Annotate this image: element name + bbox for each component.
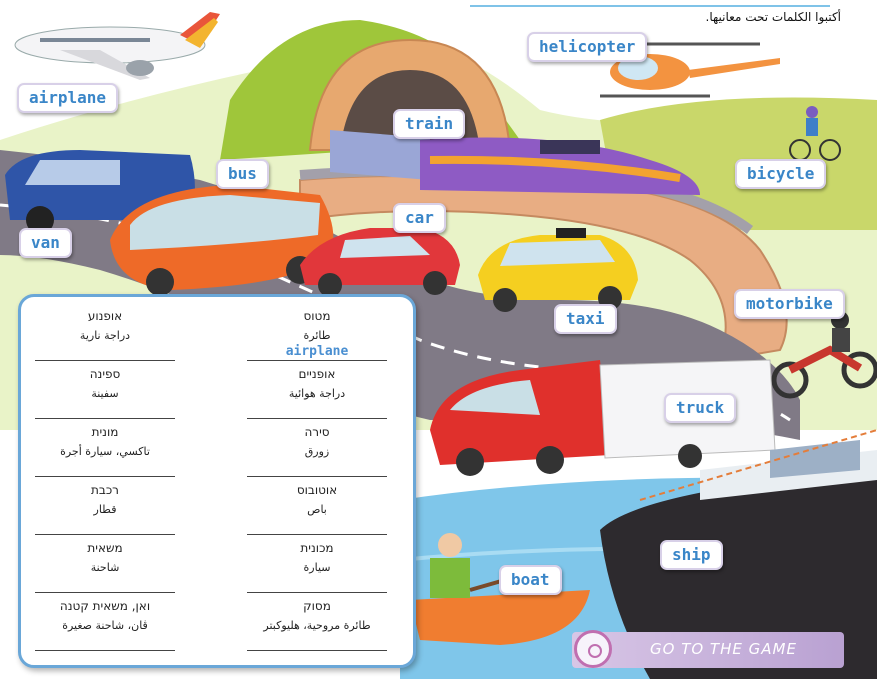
arabic-word: تاكسي، سيارة أجرة xyxy=(60,445,150,458)
word-cell xyxy=(247,425,387,477)
arabic-word: دراجة هوائية xyxy=(288,387,346,400)
answer-line xyxy=(247,592,387,593)
disc-icon xyxy=(574,630,612,668)
word-cell xyxy=(35,541,175,593)
answer-line xyxy=(247,476,387,477)
hebrew-word: סירה xyxy=(304,425,330,439)
answer-field[interactable] xyxy=(247,634,387,650)
word-cell xyxy=(247,367,387,419)
word-cell xyxy=(35,599,175,651)
arabic-word: سيارة xyxy=(303,561,331,574)
hebrew-word: מונית xyxy=(91,425,119,439)
answer-line xyxy=(247,418,387,419)
arabic-word: ڤان، شاحنة صغيرة xyxy=(62,619,148,632)
word-matching-card xyxy=(18,294,416,668)
hebrew-word: מסוק xyxy=(303,599,331,613)
word-cell xyxy=(35,483,175,535)
label-helicopter[interactable]: helicopter xyxy=(527,32,647,62)
arabic-word: سفينة xyxy=(91,387,119,400)
answer-field[interactable] xyxy=(35,518,175,534)
answer-field[interactable] xyxy=(247,460,387,476)
arabic-word: زورق xyxy=(304,445,330,458)
answer-line xyxy=(35,534,175,535)
arabic-word: دراجة نارية xyxy=(79,329,131,342)
label-ship[interactable]: ship xyxy=(660,540,723,570)
go-to-game-button[interactable] xyxy=(572,632,844,668)
arabic-word: باص xyxy=(307,503,327,516)
arabic-word: طائرة مروحية، هليوكبتر xyxy=(263,619,371,632)
label-car[interactable]: car xyxy=(393,203,446,233)
label-taxi[interactable]: taxi xyxy=(554,304,617,334)
top-rule xyxy=(470,5,830,7)
answer-line xyxy=(35,476,175,477)
answer-line xyxy=(35,592,175,593)
answer-field[interactable] xyxy=(35,576,175,592)
answer-line xyxy=(247,650,387,651)
answer-line xyxy=(247,534,387,535)
label-van[interactable]: van xyxy=(19,228,72,258)
hebrew-word: מכונית xyxy=(300,541,334,555)
hebrew-word: מטוס xyxy=(303,309,331,323)
instruction-text: أكتبوا الكلمات تحت معانيها. xyxy=(705,10,841,24)
word-cell xyxy=(247,599,387,651)
answer-line xyxy=(35,418,175,419)
answer-line xyxy=(35,650,175,651)
word-cell xyxy=(247,541,387,593)
answer-field[interactable] xyxy=(35,402,175,418)
hebrew-word: אוטובוס xyxy=(296,483,338,497)
word-cell xyxy=(247,309,387,361)
word-cell xyxy=(247,483,387,535)
hebrew-word: ואן, משאית קטנה xyxy=(59,599,151,613)
arabic-word: شاحنة xyxy=(90,561,120,574)
label-boat[interactable]: boat xyxy=(499,565,562,595)
answer-field[interactable] xyxy=(35,634,175,650)
answer-field[interactable] xyxy=(35,460,175,476)
label-truck[interactable]: truck xyxy=(664,393,736,423)
answer-field[interactable] xyxy=(247,518,387,534)
label-airplane[interactable]: airplane xyxy=(17,83,118,113)
hebrew-word: אופניים xyxy=(298,367,336,381)
label-bicycle[interactable]: bicycle xyxy=(735,159,826,189)
label-train[interactable]: train xyxy=(393,109,465,139)
word-cell xyxy=(35,367,175,419)
hebrew-word: רכבת xyxy=(91,483,119,497)
hebrew-word: אופנוע xyxy=(87,309,123,323)
answer-field[interactable] xyxy=(247,576,387,592)
word-cell xyxy=(35,309,175,361)
go-to-game-label: GO TO THE GAME xyxy=(650,640,797,658)
arabic-word: قطار xyxy=(93,503,117,516)
label-motorbike[interactable]: motorbike xyxy=(734,289,845,319)
hebrew-word: ספינה xyxy=(89,367,121,381)
answer-line xyxy=(247,360,387,361)
answer-field[interactable]: airplane xyxy=(285,344,349,359)
hebrew-word: משאית xyxy=(87,541,123,555)
answer-field[interactable] xyxy=(247,402,387,418)
label-bus[interactable]: bus xyxy=(216,159,269,189)
answer-field[interactable] xyxy=(35,344,175,360)
arabic-word: طائرة xyxy=(303,329,331,342)
answer-line xyxy=(35,360,175,361)
word-cell xyxy=(35,425,175,477)
